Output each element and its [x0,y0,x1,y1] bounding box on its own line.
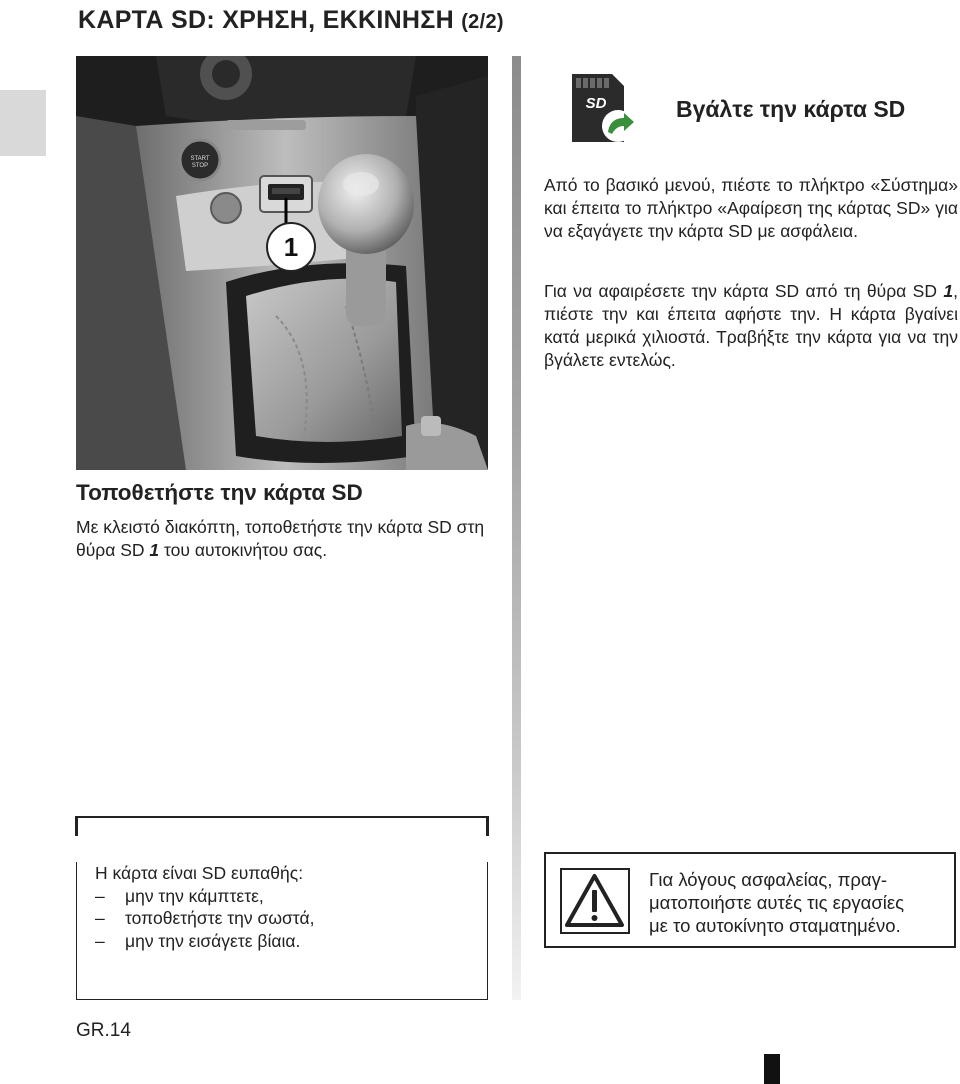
warning-text-line-1: Για λόγους ασφαλείας, πραγ- [649,869,888,890]
remove-paragraph-2 [544,280,958,372]
page-title-suffix: (2/2) [461,11,504,33]
note-box-corner-left [75,816,78,836]
insert-paragraph-ref: 1 [149,540,160,560]
start-stop-label-2: STOP [191,163,209,169]
note-item [95,907,314,930]
warning-box [544,852,956,948]
note-box-top-rule [76,816,489,818]
warning-text [649,868,904,937]
note-item-text: μην την εισάγετε βίαια. [125,930,301,951]
remove-paragraph-2-end: , πιέστε την και έπειτα αφήστε την. Η κάρτα βγαίνει κατά μερικά χιλιοστά. Τραβήξτε την κάρτα για να την βγάλετε εντελώς. [544,281,958,370]
side-tab-marker [0,90,46,156]
sd-icon-label: SD [585,95,607,112]
remove-card-heading: Βγάλτε την κάρτα SD [676,96,906,122]
callout-1-badge: 1 [266,222,316,272]
warning-triangle-icon [560,868,630,934]
note-item-text: μην την κάμπτετε, [125,885,264,906]
note-dash: – [95,908,105,928]
remove-paragraph-2-start: Για να αφαιρέσετε την κάρτα SD από τη θύρα SD [544,281,944,301]
remove-paragraph-2-ref: 1 [943,281,954,301]
page-corner-mark [764,1054,780,1084]
insert-paragraph-start: Με κλειστό διακόπτη, τοποθετήστε την κάρτα SD στη θύρα SD [76,517,485,560]
note-item-text: τοποθετήστε την σωστά, [125,908,315,928]
note-dash: – [95,885,105,906]
note-intro: Η κάρτα είναι SD ευπαθής: [95,863,304,883]
column-divider [512,56,521,1000]
note-text [95,862,314,952]
warning-text-line-2: ματοποιήστε αυτές τις εργασίες [649,892,905,913]
page-number: GR.14 [76,1020,131,1041]
insert-paragraph [76,516,490,562]
insert-card-heading: Τοποθετήστε την κάρτα SD [76,480,363,505]
remove-paragraph-1: Από το βασικό μενού, πιέστε το πλήκτρο «Σύστημα» και έπειτα το πλήκτρο «Αφαίρεση της κάρτας SD» για να εξαγάγετε την κάρτα SD με ασφάλεια. [544,175,958,241]
note-box-gap-left [73,836,79,862]
note-box [76,816,488,1000]
page-title-text: ΚΑΡΤΑ SD: ΧΡΗΣΗ, ΕΚΚΙΝΗΣΗ [78,6,454,34]
warning-text-line-3: με το αυτοκίνητο σταματημένο. [649,915,901,936]
insert-paragraph-end: του αυτοκινήτου σας. [159,540,328,560]
note-dash: – [95,930,105,951]
page-title [78,6,504,35]
note-box-corner-right [486,816,489,836]
sd-card-eject-icon [566,70,640,153]
note-item [95,930,314,953]
note-box-gap-right [485,836,491,862]
note-item [95,885,314,908]
start-stop-label-1: START [190,156,210,162]
